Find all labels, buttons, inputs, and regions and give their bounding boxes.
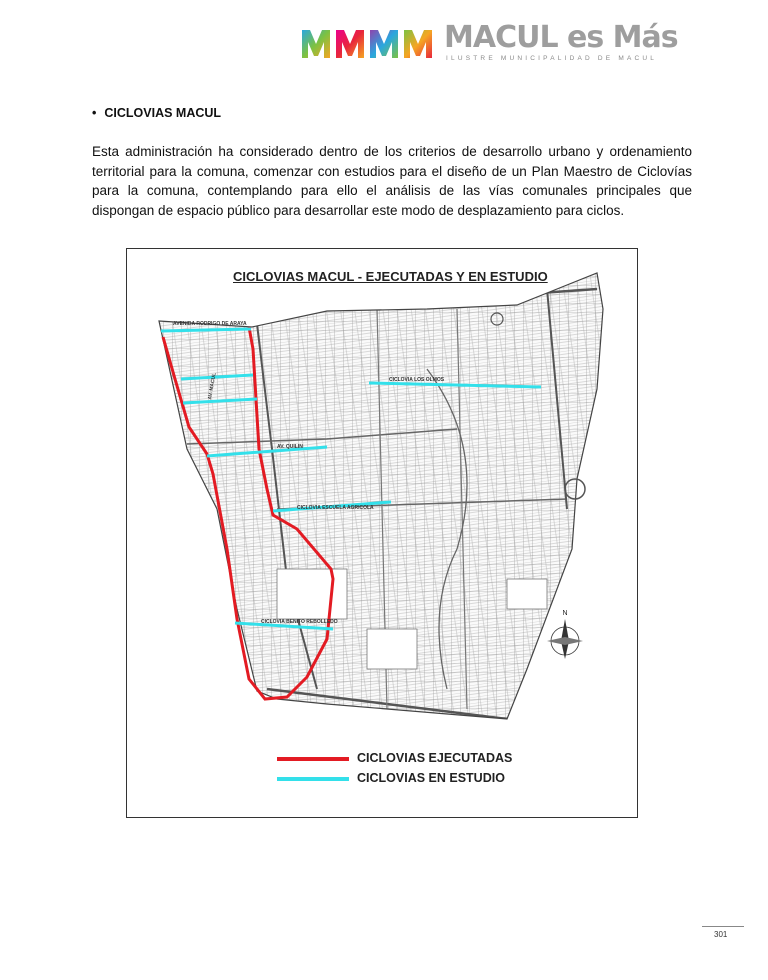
north-arrow-icon bbox=[547, 610, 583, 659]
legend-line-red bbox=[277, 757, 349, 761]
map-title: CICLOVIAS MACUL - EJECUTADAS Y EN ESTUDIO bbox=[233, 269, 548, 284]
street-label: AV. QUILIN bbox=[277, 444, 303, 450]
street-label: AVENIDA RODRIGO DE ARAYA bbox=[173, 321, 247, 327]
section-title: • CICLOVIAS MACUL bbox=[92, 106, 222, 120]
street-label: CICLOVIA BENITO REBOLLEDO bbox=[261, 619, 338, 625]
bullet-icon: • bbox=[92, 106, 97, 120]
legend-line-cyan bbox=[277, 777, 349, 781]
mmmm-logo bbox=[300, 26, 440, 60]
footer-divider bbox=[702, 926, 744, 927]
ciclovias-map: N CICLOVIAS MACUL - EJECUTADAS Y EN ESTUDIO AVENIDA RODRIGO DE ARAYA CICLOVIA LOS OLMOS CICLOVIA ESCUELA AGRICOLA CICLOVIA BENITO REBOLLEDO AV. QUILIN AV. MACUL CICLOVIAS EJECUTADAS CICLOVIAS EN ESTUDIO bbox=[126, 248, 638, 818]
brand-name: MACUL es Más bbox=[444, 20, 678, 55]
street-label: CICLOVIA ESCUELA AGRICOLA bbox=[297, 505, 374, 511]
street-label: CICLOVIA LOS OLMOS bbox=[389, 377, 445, 383]
page-number: 301 bbox=[714, 930, 728, 939]
svg-text:N: N bbox=[562, 610, 568, 617]
street-label: AV. MACUL bbox=[207, 372, 218, 401]
brand-subtitle: ILUSTRE MUNICIPALIDAD DE MACUL bbox=[446, 55, 658, 62]
body-paragraph: Esta administración ha considerado dentro de los criterios de desarrollo urbano y ordenamiento territorial para la comuna, comenzar con estudios para el diseño de un Plan Maestro de Ciclovías para la comuna, contemplando para ello el análisis de las vías comunales principales que dispongan de espacio público para desarrollar este modo de desplazamiento para ciclos. bbox=[92, 144, 692, 218]
page-header bbox=[300, 22, 680, 72]
map-drawing bbox=[127, 249, 637, 817]
